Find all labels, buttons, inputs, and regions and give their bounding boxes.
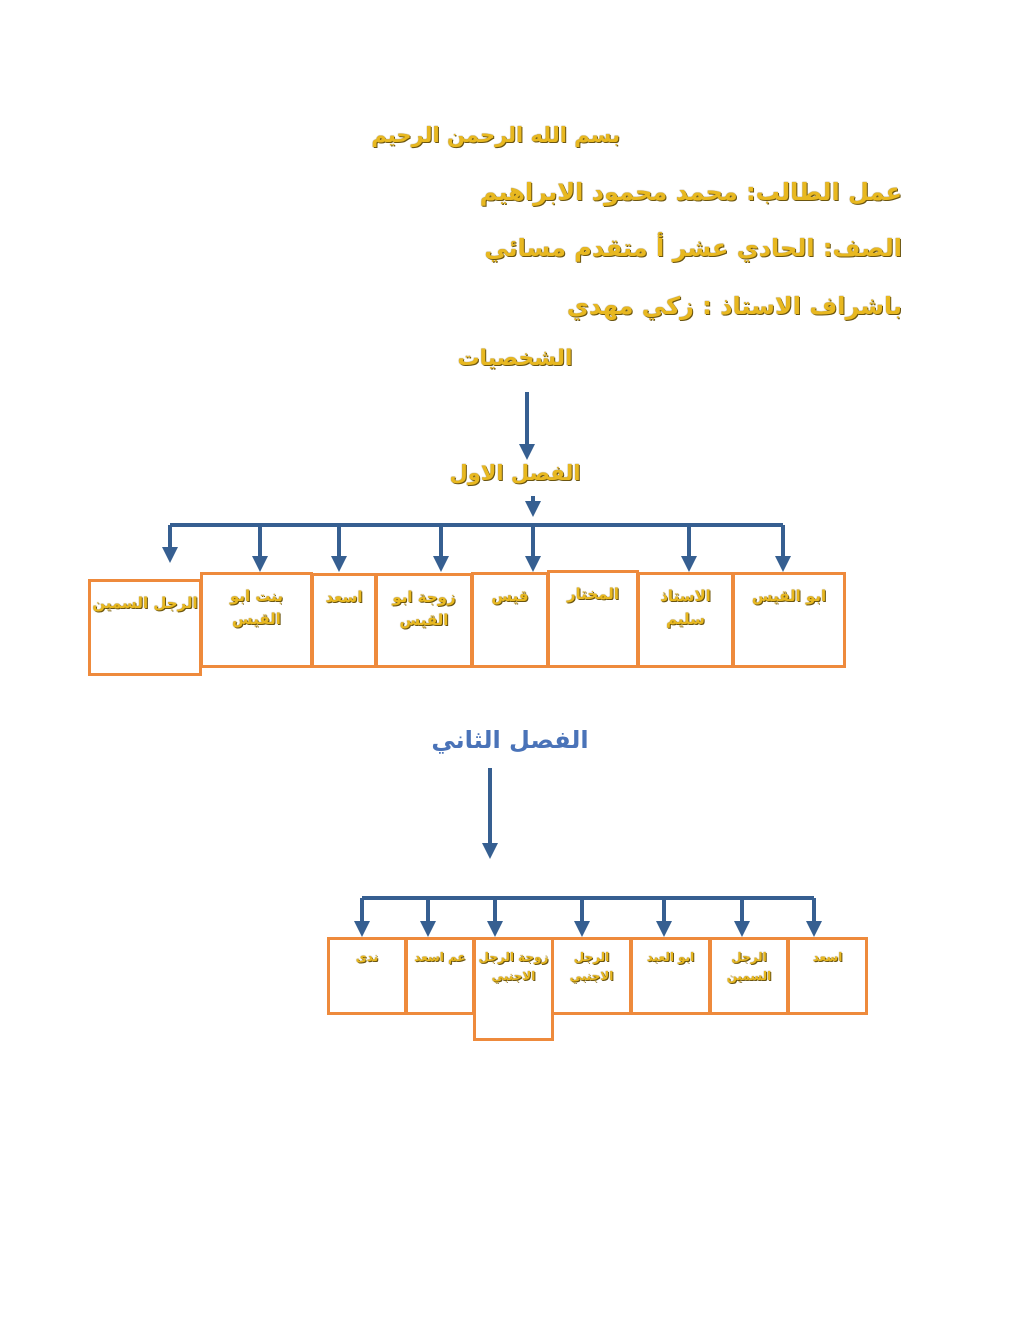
- supervisor-line: باشراف الاستاذ : زكي مهدي: [566, 292, 902, 320]
- character-box: المختار: [547, 570, 639, 668]
- character-box: زوجة الرجل الاجنبي: [473, 937, 554, 1041]
- student-name: عمل الطالب: محمد محمود الابراهيم: [479, 178, 902, 206]
- character-box: الرجل الاجنبي: [551, 937, 632, 1015]
- basmala: بسم الله الرحمن الرحيم: [371, 123, 620, 147]
- character-box: اسعد: [311, 573, 377, 668]
- chapter2-drops: [362, 898, 814, 929]
- chapter2-title: الفصل الثاني: [431, 726, 589, 754]
- chapter1-drops: [170, 525, 783, 564]
- characters-title: الشخصيات: [457, 346, 573, 371]
- character-box: الرجل السمين: [709, 937, 789, 1015]
- class-line: الصف: الحادي عشر أ متقدم مسائي: [484, 234, 902, 262]
- character-box: زوجة ابو القيس: [375, 573, 473, 668]
- character-box: بنت ابو القيس: [200, 572, 313, 668]
- character-box: ابو القيس: [732, 572, 846, 668]
- character-box: ندى: [327, 937, 407, 1015]
- character-box: اسعد: [787, 937, 868, 1015]
- character-box: الرجل السمين: [88, 579, 202, 676]
- character-box: الاستاذ سليم: [637, 572, 734, 668]
- character-box: ابو العبد: [630, 937, 711, 1015]
- character-box: قيس: [471, 572, 549, 668]
- chapter1-title: الفصل الاول: [449, 461, 581, 485]
- character-box: عم اسعد: [405, 937, 475, 1015]
